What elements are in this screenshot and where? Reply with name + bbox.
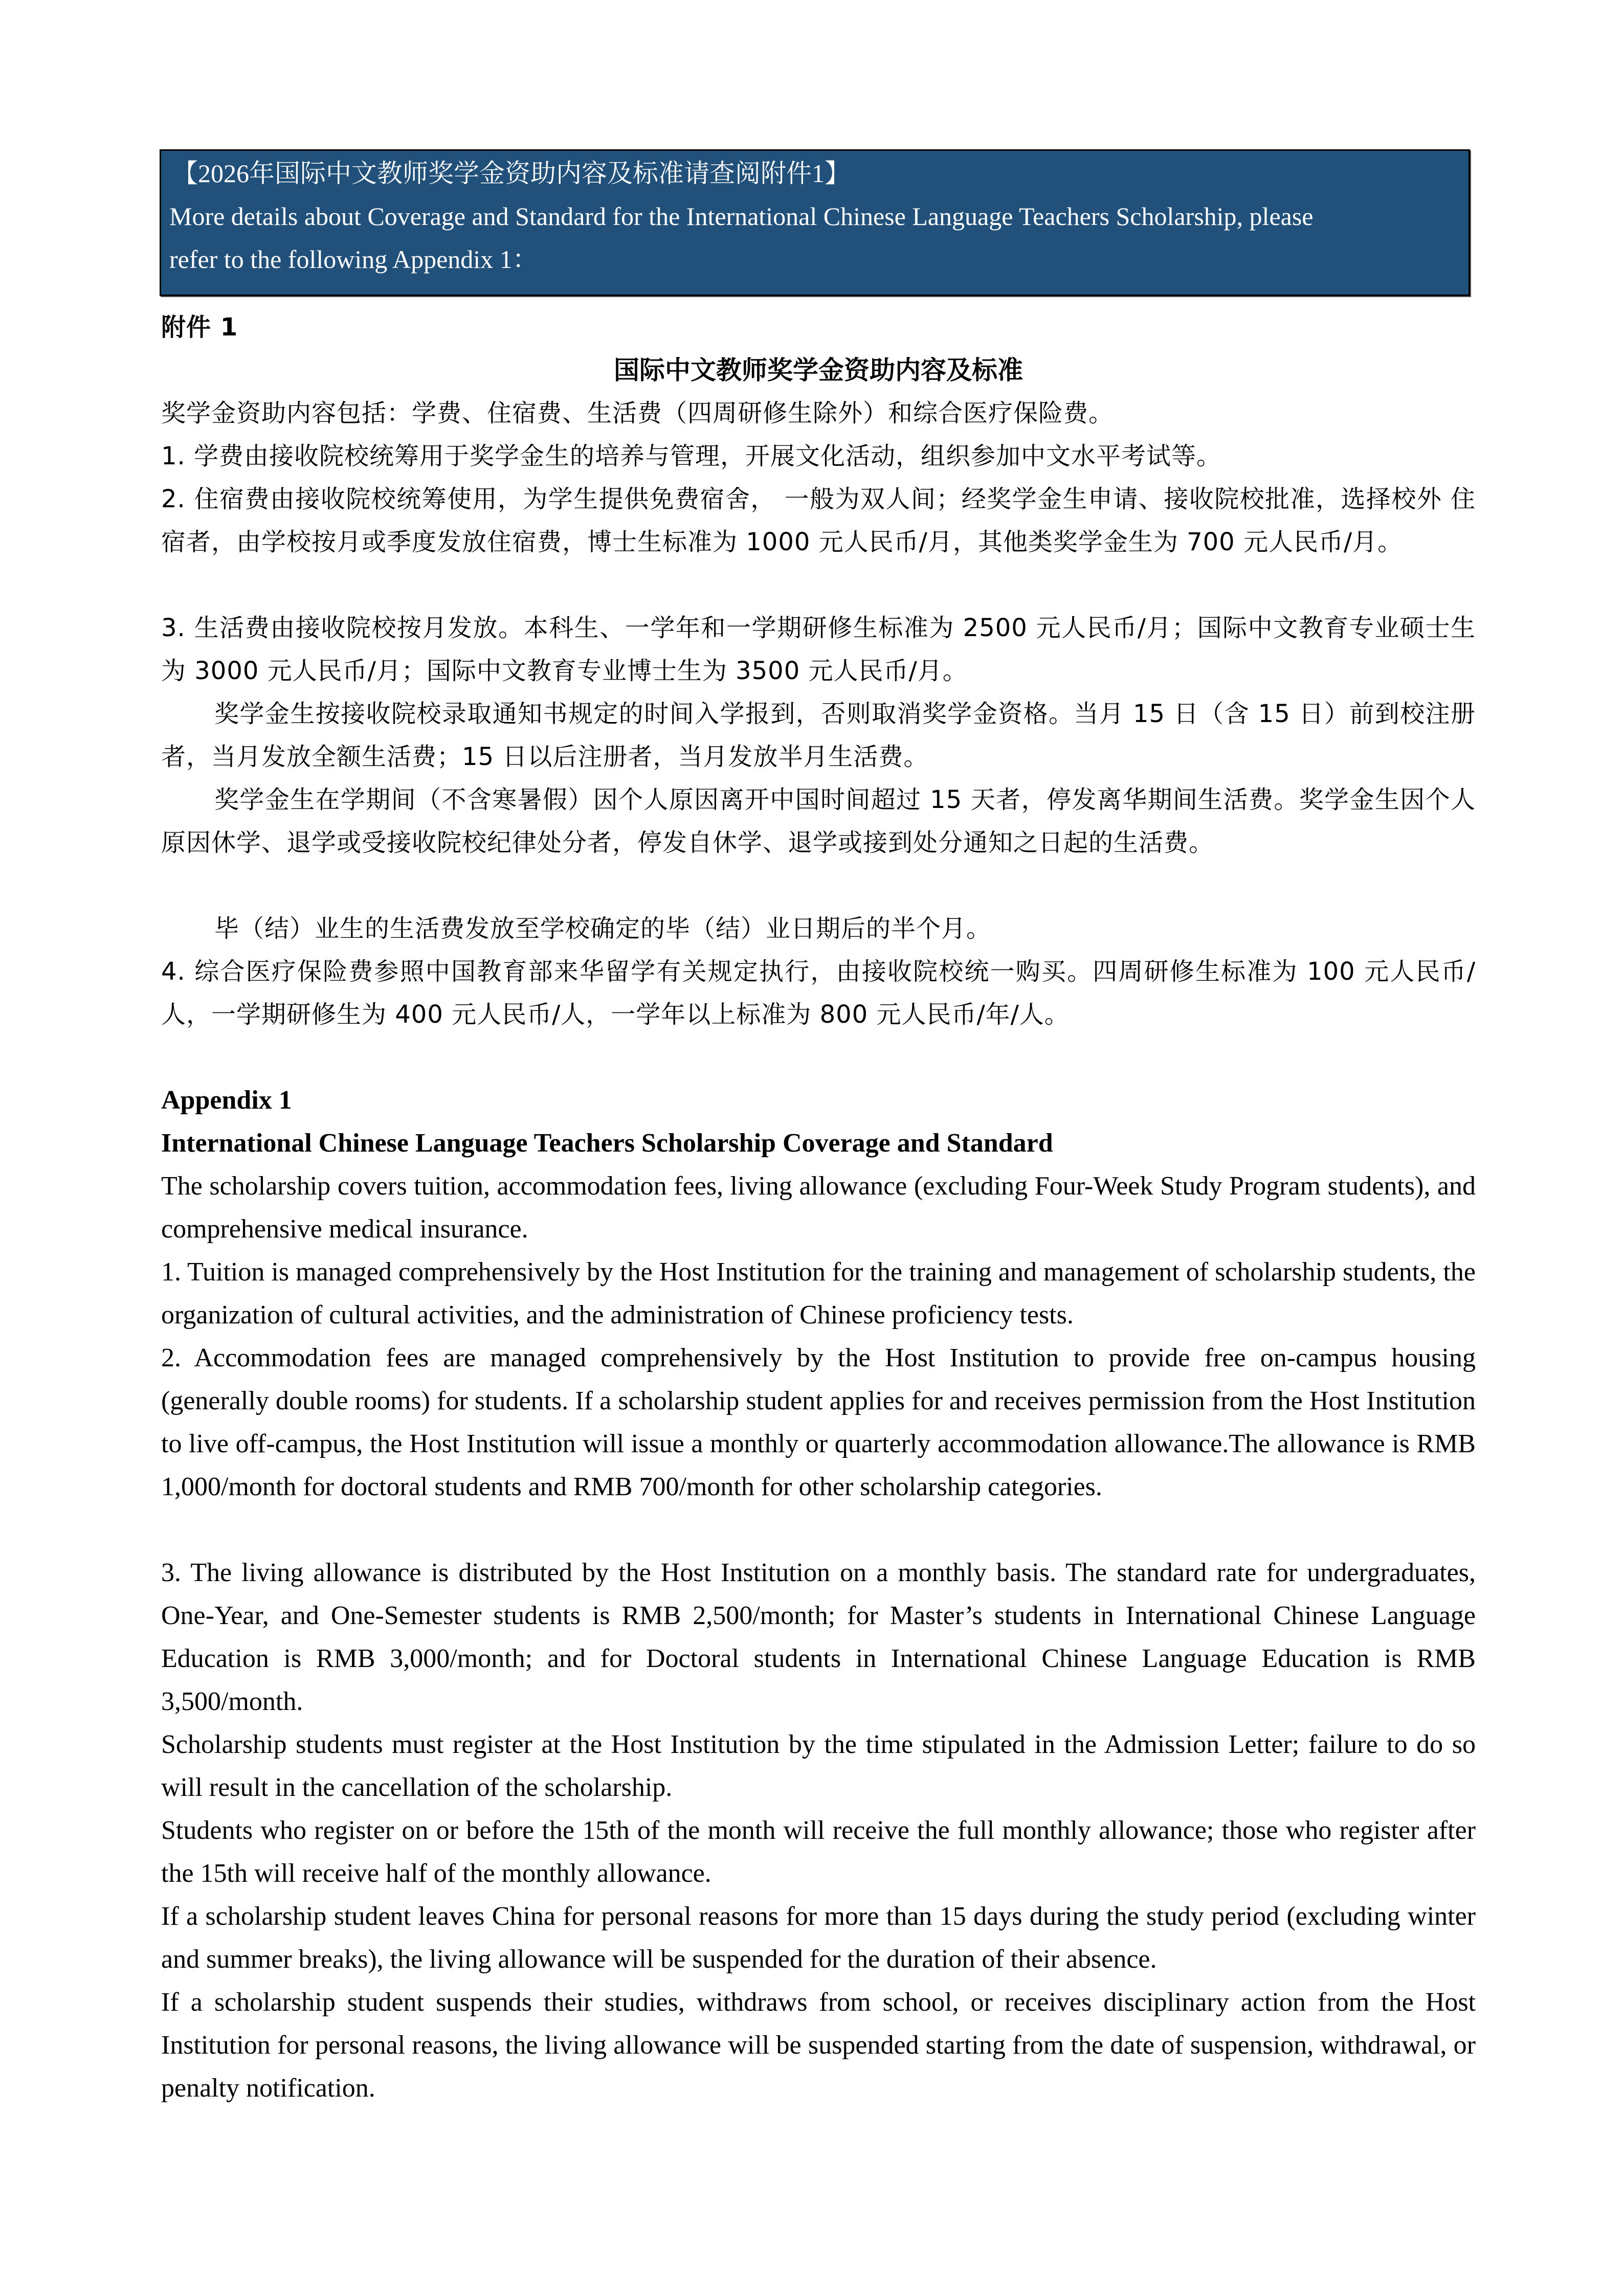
- registration-paragraph-english: Scholarship students must register at the Host Institution by the time stipulated in the Admission Letter; failure to do so will result in the cancellation of the scholarship.: [161, 1730, 1476, 1802]
- title-chinese: 国际中文教师奖学金资助内容及标准: [614, 355, 1023, 385]
- item-1-english: 1. Tuition is managed comprehensively by the Host Institution for the training and management of scholarship students, the organization of cultural activities, and the administration of Chinese proficiency tests.: [161, 1257, 1476, 1330]
- item-1-chinese: 1. 学费由接收院校统筹用于奖学金生的培养与管理，开展文化活动，组织参加中文水平考试等。: [161, 442, 1222, 470]
- item-3-chinese: 3. 生活费由接收院校按月发放。本科生、一学年和一学期研修生标准为 2500 元人民币/月；国际中文教育专业硕士生为 3000 元人民币/月；国际中文教育专业博士生为 3500 元人民币/月。: [161, 614, 1476, 685]
- leave-china-paragraph-english: If a scholarship student leaves China for personal reasons for more than 15 days during the study period (excluding winter and summer breaks), the living allowance will be suspended for the duration of their absence.: [161, 1902, 1476, 1974]
- intro-chinese: 奖学金资助内容包括：学费、住宿费、生活费（四周研修生除外）和综合医疗保险费。: [161, 399, 1114, 427]
- graduation-paragraph-chinese: 毕（结）业生的生活费发放至学校确定的毕（结）业日期后的半个月。: [214, 914, 992, 943]
- banner-title-chinese: 【2026年国际中文教师奖学金资助内容及标准请查阅附件1】: [172, 159, 850, 188]
- banner-text-english-line1: More details about Coverage and Standard for the International Chinese Language Teachers Scholarship, please: [169, 202, 1314, 231]
- notice-banner: [160, 149, 1470, 296]
- title-english: International Chinese Language Teachers Scholarship Coverage and Standard: [161, 1129, 1053, 1158]
- item-3-english: 3. The living allowance is distributed by the Host Institution on a monthly basis. The standard rate for undergraduates, One-Year, and One-Semester students is RMB 2,500/month; for Master’s students in International Chinese Language Education is RMB 3,000/month; and for Doctoral students in International Chinese Language Education is RMB 3,500/month.: [161, 1558, 1476, 1716]
- appendix-label-chinese: 附件 1: [161, 313, 238, 342]
- appendix-label-english: Appendix 1: [161, 1086, 292, 1115]
- item-4-chinese: 4. 综合医疗保险费参照中国教育部来华留学有关规定执行，由接收院校统一购买。四周研修生标准为 100 元人民币/人，一学期研修生为 400 元人民币/人，一学年以上标准为 800 元人民币/年/人。: [161, 957, 1476, 1029]
- suspension-paragraph-english: If a scholarship student suspends their studies, withdraws from school, or receives disciplinary action from the Host Institution for personal reasons, the living allowance will be suspended starting from the date of suspension, withdrawal, or penalty notification.: [161, 1988, 1476, 2103]
- banner-text-english-line2: refer to the following Appendix 1：: [169, 245, 538, 274]
- item-2-chinese: 2. 住宿费由接收院校统筹使用，为学生提供免费宿舍， 一般为双人间；经奖学金生申请、接收院校批准，选择校外 住宿者，由学校按月或季度发放住宿费，博士生标准为 1000 元人民币/月，其他类奖学金生为 700 元人民币/月。: [161, 485, 1476, 556]
- registration-paragraph-chinese: 奖学金生按接收院校录取通知书规定的时间入学报到，否则取消奖学金资格。当月 15 日（含 15 日）前到校注册者，当月发放全额生活费；15 日以后注册者，当月发放半月生活费。: [161, 700, 1476, 771]
- item-2-english: 2. Accommodation fees are managed comprehensively by the Host Institution to provide free on-campus housing (generally double rooms) for students. If a scholarship student applies for and receives permission from the Host Institution to live off-campus, the Host Institution will issue a monthly or quarterly accommodation allowance.The allowance is RMB 1,000/month for doctoral students and RMB 700/month for other scholarship categories.: [161, 1343, 1476, 1501]
- intro-english: The scholarship covers tuition, accommodation fees, living allowance (excluding Four-Week Study Program students), and comprehensive medical insurance.: [161, 1172, 1476, 1244]
- absence-paragraph-chinese: 奖学金生在学期间（不含寒暑假）因个人原因离开中国时间超过 15 天者，停发离华期间生活费。奖学金生因个人原因休学、退学或受接收院校纪律处分者，停发自休学、退学或接到处分通知之日起的生活费。: [161, 785, 1476, 857]
- partial-month-paragraph-english: Students who register on or before the 15th of the month will receive the full monthly allowance; those who register after the 15th will receive half of the monthly allowance.: [161, 1816, 1476, 1888]
